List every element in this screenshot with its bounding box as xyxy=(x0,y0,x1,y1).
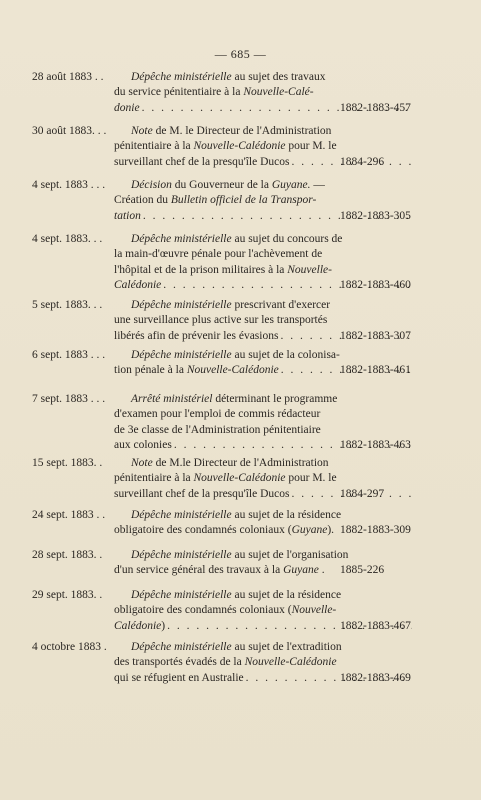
entry-reference: 1882-1883-307 xyxy=(340,329,411,342)
entry-reference: 1884-297 xyxy=(340,487,385,500)
entry-date: 4 sept. 1883 . . . xyxy=(32,179,106,191)
entry-date: 24 sept. 1883 . . xyxy=(32,509,106,521)
entry-date: 4 sept. 1883. . . xyxy=(32,233,103,245)
entry-date: 28 sept. 1883. . xyxy=(32,549,103,561)
entry-reference: 1882-1883-461 xyxy=(340,364,411,377)
entry-date: 15 sept. 1883. . xyxy=(32,457,103,469)
entry-text: Dépêche ministérielle prescrivant d'exercer une surveillance plus active sur les transportés libérés afin de prévenir les évasions . . . xyxy=(114,298,414,344)
entry-date: 6 sept. 1883 . . . xyxy=(32,349,106,361)
entry-date: 5 sept. 1883. . . xyxy=(32,299,103,311)
entry-reference: 1882-1883-309 xyxy=(340,524,411,537)
entry-date: 4 octobre 1883 . xyxy=(32,641,107,653)
entry-text: Dépêche ministérielle au sujet de la résidence obligatoire des condamnés coloniaux (Guyane). xyxy=(114,509,342,537)
entry-reference: 1884-296 xyxy=(340,155,385,168)
entry-text: Dépêche ministérielle au sujet de l'extradition des transportés évadés de la Nouvelle-Calédonie qui se réfugient en Australie . . . xyxy=(114,640,414,686)
entry-reference: 1882-1883-460 xyxy=(340,278,411,291)
entry-reference: 1882-1883-467 xyxy=(340,619,411,632)
entry-text: Note de M. le Directeur de l'Administration pénitentiaire à la Nouvelle-Calédonie pour M. le surveillant chef de la presqu'île Ducos . . . xyxy=(114,124,414,170)
entry-text: Dépêche ministérielle au sujet des travaux du service pénitentiaire à la Nouvelle-Calé- donie . . . xyxy=(114,70,414,116)
entry-date: 29 sept. 1883. . xyxy=(32,589,103,601)
entry-text: Note de M.le Directeur de l'Administration pénitentiaire à la Nouvelle-Calédonie pour M. le surveillant chef de la presqu'île Ducos . . . xyxy=(114,456,414,502)
entry-reference: 1882-1883-469 xyxy=(340,671,411,684)
entry-date: 30 août 1883. . . xyxy=(32,125,107,137)
entry-text: Arrêté ministériel déterminant le programme d'examen pour l'emploi de commis rédacteur de 3e classe de l'Administration pénitentiaire aux colonies . . . xyxy=(114,392,414,453)
entry-date: 28 août 1883 . . xyxy=(32,71,104,83)
entry-text: Dépêche ministérielle au sujet du concours de la main-d'œuvre pénale pour l'achèvement de l'hôpital et de la prison militaires à la Nouvelle- Calédonie . . . xyxy=(114,232,414,293)
entry-text: Décision du Gouverneur de la Guyane. — Création du Bulletin officiel de la Transpor- tation . . . xyxy=(114,178,414,224)
entry-reference: 1882-1883-457 xyxy=(340,101,411,114)
entry-reference: 1882-1883-463 xyxy=(340,438,411,451)
entry-reference: 1885-226 xyxy=(340,564,385,577)
entry-date: 7 sept. 1883 . . . xyxy=(32,393,106,405)
entry-text: Dépêche ministérielle au sujet de l'organisation d'un service général des travaux à la Guyane . xyxy=(114,549,349,577)
entry-text: Dépêche ministérielle au sujet de la colonisa- tion pénale à la Nouvelle-Calédonie . . . xyxy=(114,348,414,379)
entry-text: Dépêche ministérielle au sujet de la résidence obligatoire des condamnés coloniaux (Nouvelle- Calédonie) . . . xyxy=(114,588,414,634)
page-number: — 685 — xyxy=(214,47,267,61)
entry-reference: 1882-1883-305 xyxy=(340,209,411,222)
